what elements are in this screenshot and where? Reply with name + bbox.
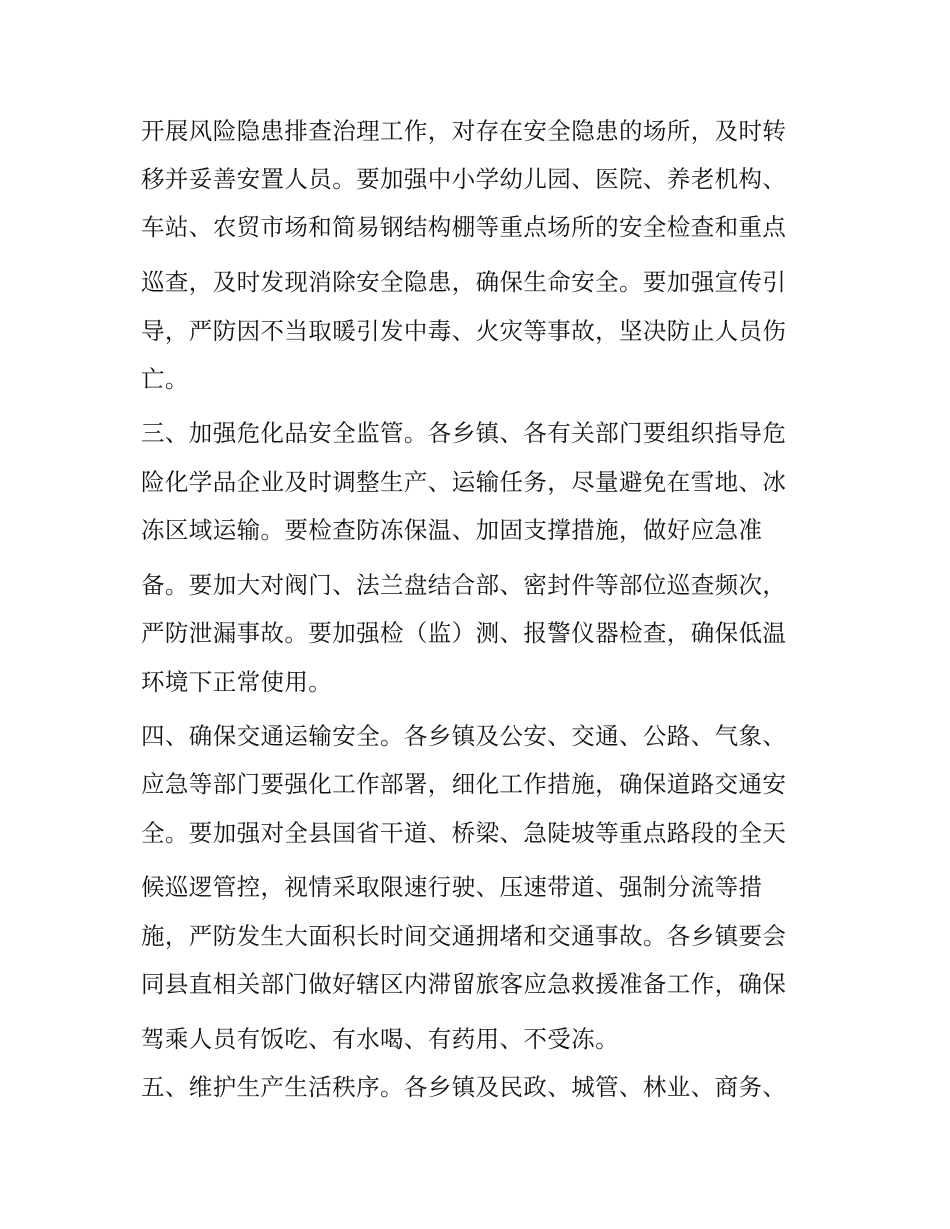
text-line: 五、维护生产生活秩序。各乡镇及民政、城管、林业、商务、 — [141, 1073, 787, 1101]
text-line: 巡查，及时发现消除安全隐患，确保生命安全。要加强宣传引 — [141, 268, 787, 296]
text-line: 环境下正常使用。 — [141, 668, 333, 696]
text-line: 同县直相关部门做好辖区内滞留旅客应急救援准备工作，确保 — [141, 970, 787, 998]
text-line: 导，严防因不当取暖引发中毒、火灾等事故，坚决防止人员伤 — [141, 317, 787, 345]
text-line: 应急等部门要强化工作部署，细化工作措施，确保道路交通安 — [141, 770, 787, 798]
text-line: 备。要加大对阀门、法兰盘结合部、密封件等部位巡查频次， — [141, 571, 787, 599]
text-line: 三、加强危化品安全监管。各乡镇、各有关部门要组织指导危 — [141, 419, 787, 447]
text-line: 候巡逻管控，视情采取限速行驶、压速带道、强制分流等措 — [141, 873, 763, 901]
text-line: 严防泄漏事故。要加强检（监）测、报警仪器检查，确保低温 — [141, 619, 787, 647]
text-line: 施，严防发生大面积长时间交通拥堵和交通事故。各乡镇要会 — [141, 922, 787, 950]
text-line: 移并妥善安置人员。要加强中小学幼儿园、医院、养老机构、 — [141, 165, 787, 193]
text-line: 亡。 — [141, 365, 189, 393]
text-line: 车站、农贸市场和简易钢结构棚等重点场所的安全检查和重点 — [141, 213, 787, 241]
text-line: 四、确保交通运输安全。各乡镇及公安、交通、公路、气象、 — [141, 722, 787, 750]
text-line: 开展风险隐患排查治理工作，对存在安全隐患的场所，及时转 — [141, 117, 787, 145]
text-line: 驾乘人员有饭吃、有水喝、有药用、不受冻。 — [141, 1025, 619, 1053]
text-line: 全。要加强对全县国省干道、桥梁、急陡坡等重点路段的全天 — [141, 819, 787, 847]
text-line: 险化学品企业及时调整生产、运输任务，尽量避免在雪地、冰 — [141, 468, 787, 496]
text-line: 冻区域运输。要检查防冻保温、加固支撑措施，做好应急准 — [141, 516, 763, 544]
